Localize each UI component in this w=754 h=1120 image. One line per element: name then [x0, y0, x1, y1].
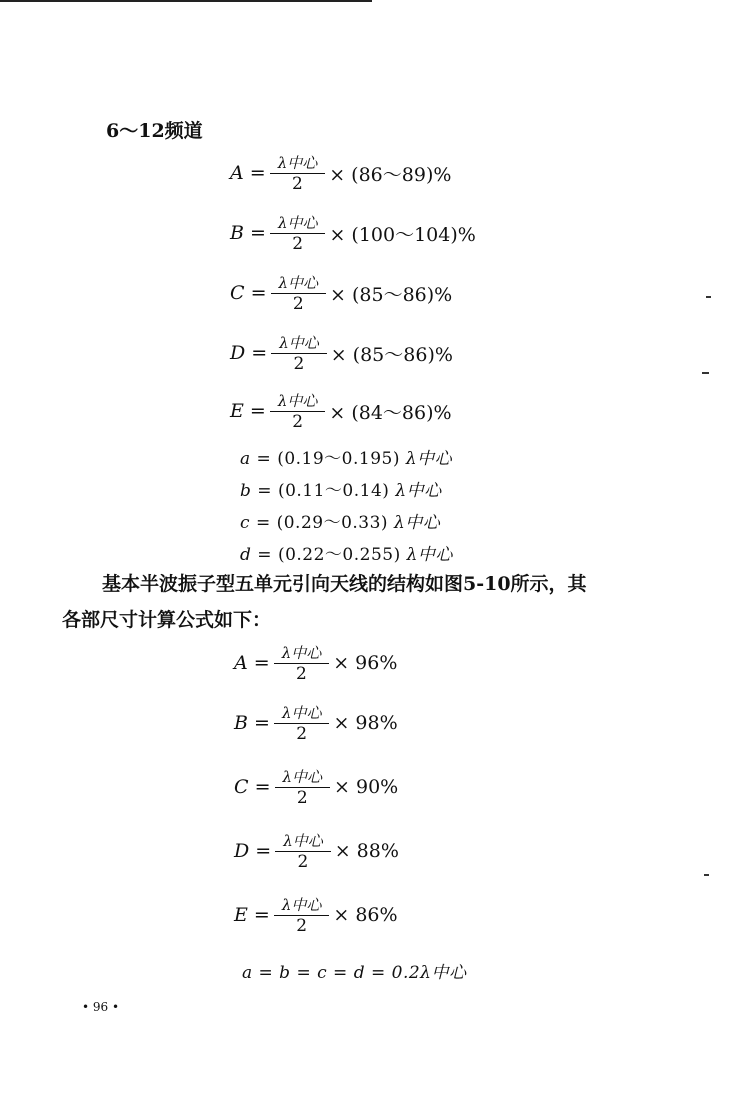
spacing-range: = (0.29～0.33) — [255, 513, 389, 533]
formula-rhs: × 98% — [333, 712, 398, 734]
spacing-c — [240, 508, 440, 533]
formula-lhs: D — [230, 342, 246, 364]
formula-rhs: × (86～89)% — [329, 163, 452, 186]
formula-lhs: C — [234, 776, 249, 798]
final-lhs: a = b = c = d = 0.2 — [242, 963, 421, 983]
top-rule — [0, 0, 372, 2]
lambda-center: λ中心 — [393, 513, 441, 533]
formula-lhs: E — [230, 400, 244, 422]
formula-E2: E = $\frac{\text{λ中心}}{2}$ × 86% — [234, 896, 398, 936]
formula-lhs: A — [230, 162, 244, 184]
lambda-center: λ中心 — [395, 481, 442, 501]
formula-rhs: × 96% — [333, 652, 398, 674]
formula-B2: B = $\frac{\text{λ中心}}{2}$ × 98% — [234, 704, 398, 744]
spacing-var: c — [240, 513, 251, 533]
channel-heading: 6～12频道 — [106, 120, 203, 142]
formula-lhs: B — [230, 222, 244, 244]
spacing-var: b — [240, 481, 252, 501]
formula-rhs: × 86% — [333, 904, 398, 926]
denominator: 2 — [296, 916, 308, 936]
formula-lhs: E — [234, 904, 248, 926]
scan-speck — [702, 372, 709, 374]
denominator: 2 — [296, 724, 308, 744]
formula-C1: C = $\frac{\text{λ中心}}{2}$ × (85～86)% — [230, 274, 453, 314]
formula-A2: A = $\frac{\text{λ中心}}{2}$ × 96% — [234, 644, 398, 684]
formula-rhs: × 90% — [334, 776, 399, 798]
body-paragraph — [62, 566, 662, 638]
spacing-range: = (0.22～0.255) — [257, 545, 401, 565]
spacing-range: = (0.19～0.195) — [256, 449, 400, 469]
formula-D2: D = $\frac{\text{λ中心}}{2}$ × 88% — [234, 832, 399, 872]
formula-E1: E = $\frac{\text{λ中心}}{2}$ × (84～86)% — [230, 392, 452, 432]
formula-C2: C = $\frac{\text{λ中心}}{2}$ × 90% — [234, 768, 399, 808]
denominator: 2 — [292, 412, 304, 432]
lambda-center: λ中心 — [281, 896, 322, 914]
formula-lhs: D — [234, 840, 250, 862]
lambda-center: λ中心 — [278, 274, 319, 292]
denominator: 2 — [292, 234, 304, 254]
lambda-center: λ中心 — [277, 392, 318, 410]
formula-rhs: × (84～86)% — [329, 401, 452, 424]
final-equation — [242, 958, 466, 983]
lambda-center: λ中心 — [281, 644, 322, 662]
denominator: 2 — [296, 788, 308, 808]
spacing-d — [240, 540, 453, 565]
scan-speck — [704, 874, 709, 876]
denominator: 2 — [292, 174, 303, 194]
formula-rhs: × (85～86)% — [330, 343, 453, 366]
formula-lhs: C — [230, 282, 245, 304]
denominator: 2 — [293, 354, 305, 374]
lambda-center: λ中心 — [277, 214, 318, 232]
spacing-range: = (0.11～0.14) — [257, 481, 390, 501]
lambda-center: λ中心 — [282, 768, 323, 786]
spacing-var: d — [240, 545, 252, 565]
lambda-center: λ中心 — [406, 545, 453, 565]
lambda-center: λ中心 — [279, 334, 319, 352]
lambda-center: λ中心 — [281, 704, 322, 722]
paragraph-line-2: 各部尺寸计算公式如下： — [62, 609, 272, 631]
lambda-center: λ中心 — [283, 832, 323, 850]
formula-B1: B = $\frac{\text{λ中心}}{2}$ × (100～104)% — [230, 214, 476, 254]
spacing-var: a — [240, 449, 251, 469]
denominator: 2 — [292, 294, 304, 314]
spacing-b — [240, 476, 442, 501]
lambda-center: λ中心 — [405, 449, 453, 469]
paragraph-line-1: 基本半波振子型五单元引向天线的结构如图5-10所示，其 — [102, 573, 587, 595]
formula-lhs: A — [234, 652, 248, 674]
denominator: 2 — [296, 664, 307, 684]
page-number: • 96 • — [82, 1000, 120, 1014]
spacing-a — [240, 444, 452, 469]
scan-speck — [706, 296, 711, 298]
lambda-center: λ中心 — [420, 963, 467, 983]
lambda-center: λ中心 — [277, 154, 318, 172]
formula-rhs: × 88% — [334, 840, 399, 862]
denominator: 2 — [297, 852, 309, 872]
formula-rhs: × (85～86)% — [330, 283, 453, 306]
formula-lhs: B — [234, 712, 248, 734]
formula-D1: D = $\frac{\text{λ中心}}{2}$ × (85～86)% — [230, 334, 453, 374]
formula-rhs: × (100～104)% — [329, 223, 476, 246]
formula-A1: A = $\frac{\text{λ中心}}{2}$ × (86～89)% — [230, 154, 452, 194]
